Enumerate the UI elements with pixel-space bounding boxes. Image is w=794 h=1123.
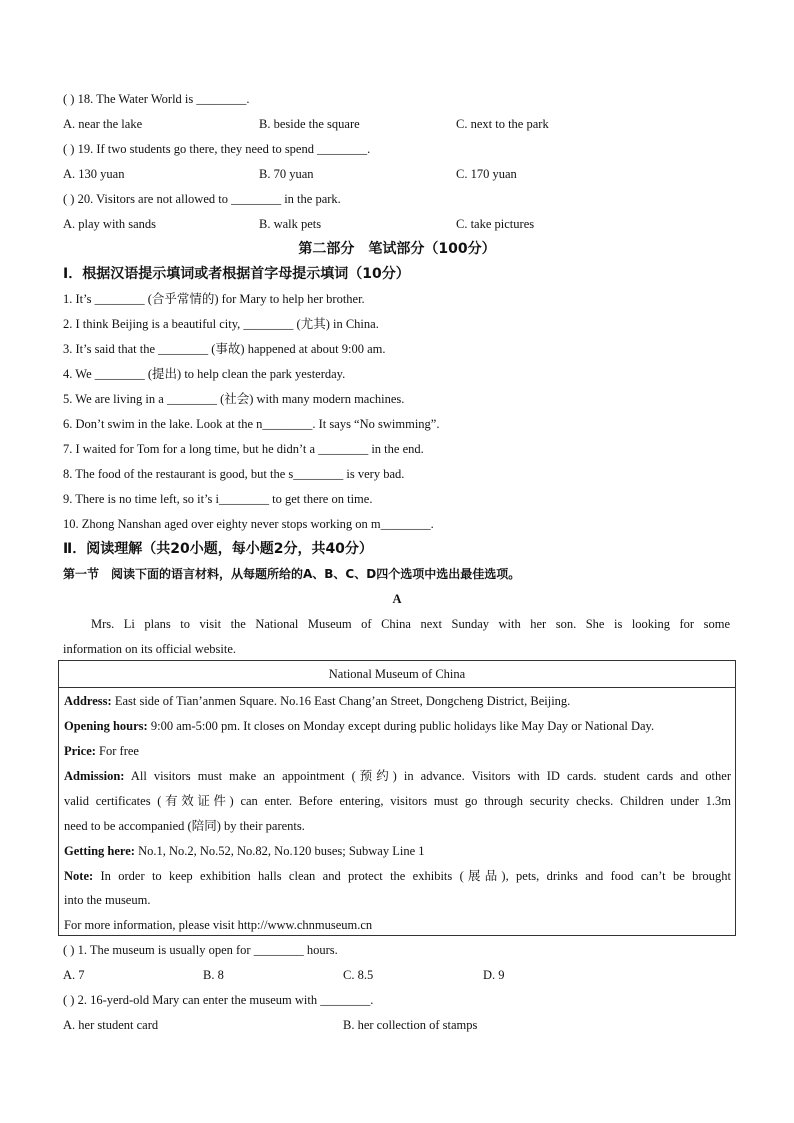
fill-item: 2. I think Beijing is a beautiful city, ________ (尤其) in China.	[63, 317, 379, 331]
passage-intro-line-1: Mrs. Li plans to visit the National Museum of China next Sunday with her son. She is looking for some	[91, 617, 730, 631]
museum-info-title: National Museum of China	[59, 661, 735, 688]
rq1-option-d: D. 9	[483, 968, 505, 982]
opening-hours-label: Opening hours:	[64, 719, 148, 733]
note-text-1: In order to keep exhibition halls clean and protect the exhibits (展品), pets, drinks and food can’t be brought	[93, 869, 731, 883]
fill-item: 7. I waited for Tom for a long time, but he didn’t a ________ in the end.	[63, 442, 424, 456]
admission-text-1: All visitors must make an appointment (预约) in advance. Visitors with ID cards. student cards and other	[124, 769, 731, 783]
passage-label: A	[392, 592, 402, 606]
note-line-2: into the museum.	[64, 893, 151, 907]
fill-item: 6. Don’t swim in the lake. Look at the n________. It says “No swimming”.	[63, 417, 440, 431]
q18-option-a: A. near the lake	[63, 117, 143, 131]
admission-label: Admission:	[64, 769, 125, 783]
q20-option-c: C. take pictures	[456, 217, 535, 231]
address-label: Address:	[64, 694, 112, 708]
fill-item: 3. It’s said that the ________ (事故) happened at about 9:00 am.	[63, 342, 386, 356]
admission-line-1	[64, 768, 731, 784]
q18-option-b: B. beside the square	[259, 117, 360, 131]
section2-title: Ⅱ．阅读理解（共20小题，每小题2分，共40分）	[63, 541, 373, 557]
opening-hours-line	[64, 718, 731, 734]
section2-instructions: 第一节 阅读下面的语言材料，从每题所给的A、B、C、D四个选项中选出最佳选项。	[63, 567, 521, 581]
reading-question-2: ( ) 2. 16-yerd-old Mary can enter the museum with ________.	[63, 993, 374, 1007]
note-label: Note:	[64, 869, 94, 883]
rq1-option-c: C. 8.5	[343, 968, 374, 982]
admission-line-3: need to be accompanied (陪同) by their parents.	[64, 819, 305, 833]
q20-option-b: B. walk pets	[259, 217, 322, 231]
getting-here-label: Getting here:	[64, 844, 135, 858]
q18-option-c: C. next to the park	[456, 117, 549, 131]
opening-hours-text: 9:00 am-5:00 pm. It closes on Monday except during public holidays like May Day or National Day.	[147, 719, 655, 733]
fill-item: 4. We ________ (提出) to help clean the park yesterday.	[63, 367, 346, 381]
rq2-option-a: A. her student card	[63, 1018, 159, 1032]
q19-option-c: C. 170 yuan	[456, 167, 517, 181]
section1-title: Ⅰ．根据汉语提示填词或者根据首字母提示填词（10分）	[63, 266, 410, 282]
note-line-1	[64, 868, 731, 884]
rq1-option-a: A. 7	[63, 968, 85, 982]
q19-option-a: A. 130 yuan	[63, 167, 125, 181]
passage-intro-line-2: information on its official website.	[63, 642, 236, 656]
getting-here-line	[64, 843, 731, 859]
price-line	[64, 743, 731, 759]
getting-here-text: No.1, No.2, No.52, No.82, No.120 buses; Subway Line 1	[134, 844, 425, 858]
admission-line-2: valid certificates (有效证件) can enter. Before entering, visitors must go through security checks. Children under 1.3m	[64, 794, 731, 808]
price-text: For free	[95, 744, 139, 758]
fill-item: 9. There is no time left, so it’s i________ to get there on time.	[63, 492, 373, 506]
fill-item: 8. The food of the restaurant is good, but the s________ is very bad.	[63, 467, 405, 481]
question-20: ( ) 20. Visitors are not allowed to ________ in the park.	[63, 192, 341, 206]
q19-option-b: B. 70 yuan	[259, 167, 314, 181]
question-18: ( ) 18. The Water World is ________.	[63, 92, 250, 106]
question-19: ( ) 19. If two students go there, they need to spend ________.	[63, 142, 371, 156]
museum-info-box	[58, 660, 736, 936]
rq2-option-b: B. her collection of stamps	[343, 1018, 478, 1032]
reading-question-1: ( ) 1. The museum is usually open for ________ hours.	[63, 943, 338, 957]
q20-option-a: A. play with sands	[63, 217, 157, 231]
fill-item: 10. Zhong Nanshan aged over eighty never stops working on m________.	[63, 517, 434, 531]
address-line	[64, 693, 731, 709]
address-text: East side of Tian’anmen Square. No.16 East Chang’an Street, Dongcheng District, Beijing.	[111, 694, 571, 708]
fill-item: 1. It’s ________ (合乎常情的) for Mary to help her brother.	[63, 292, 365, 306]
price-label: Price:	[64, 744, 96, 758]
more-info-line: For more information, please visit http://www.chnmuseum.cn	[64, 918, 373, 932]
rq1-option-b: B. 8	[203, 968, 224, 982]
fill-item: 5. We are living in a ________ (社会) with many modern machines.	[63, 392, 405, 406]
part2-title: 第二部分 笔试部分（100分）	[298, 241, 496, 257]
